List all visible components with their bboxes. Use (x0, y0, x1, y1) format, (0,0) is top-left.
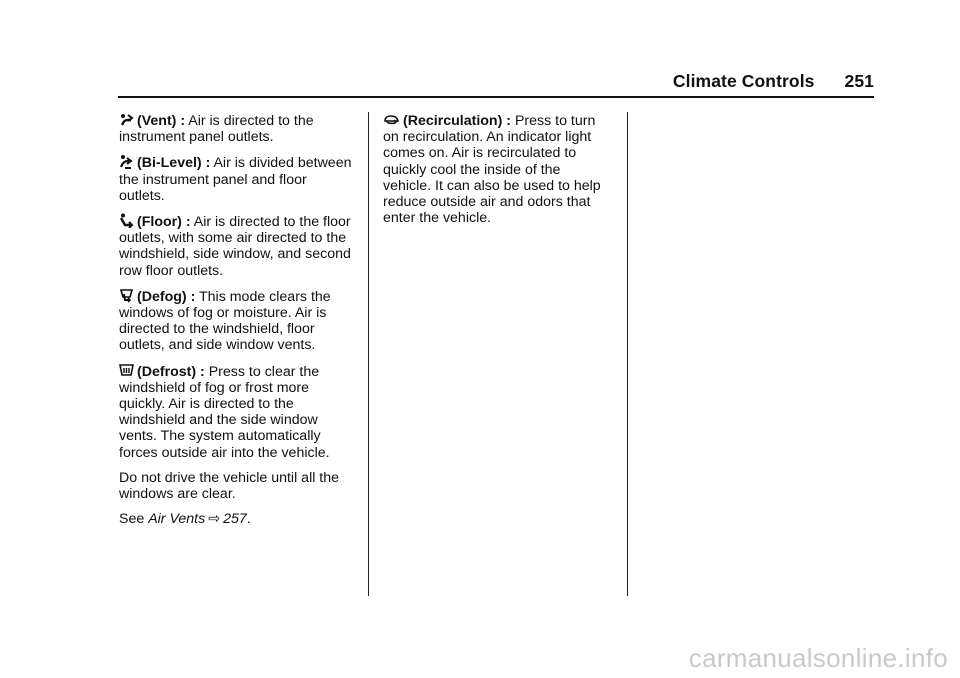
warning-paragraph: Do not drive the vehicle until all the windows are clear. (119, 469, 340, 503)
recirculation-icon (383, 112, 400, 127)
see-reference (119, 511, 355, 527)
middle-column (383, 112, 611, 235)
recirculation-term: (Recirculation) : (403, 113, 511, 129)
left-column (119, 112, 355, 536)
vent-paragraph (119, 112, 355, 145)
floor-paragraph (119, 213, 355, 279)
recirculation-text: Press to turn on recirculation. An indicator light comes on. Air is recirculated to quickly cool the inside of the vehicle. It can also be used to help reduce outside air and odors that enter the vehicle. (383, 113, 601, 227)
recirculation-paragraph (383, 112, 611, 226)
defrost-term: (Defrost) : (137, 363, 205, 380)
defrost-paragraph (119, 363, 355, 461)
see-prefix: See (119, 511, 149, 528)
defog-icon (119, 288, 134, 303)
section-title: Climate Controls (672, 71, 815, 91)
see-suffix: . (246, 511, 251, 528)
column-divider-1 (368, 112, 369, 596)
defrost-text: Press to clear the windshield of fog or frost more quickly. Air is directed to the windshield and the side window vents. The system automatically forces outside air into the vehicle. (119, 363, 330, 461)
vent-text: Air is directed to the instrument panel outlets. (119, 113, 314, 146)
page-header (673, 71, 874, 92)
bi-level-paragraph (119, 154, 355, 204)
defog-term: (Defog) : (137, 288, 196, 305)
page-arrow-icon: ⇨ (208, 511, 221, 528)
defog-paragraph (119, 288, 355, 354)
bi-level-icon (119, 154, 134, 169)
bi-level-term: (Bi-Level) : (137, 155, 211, 172)
watermark: carmanualsonline.info (688, 643, 948, 673)
page-number: 251 (844, 71, 874, 91)
floor-text: Air is directed to the floor outlets, with some air directed to the windshield, side window, and second row floor outlets. (119, 214, 351, 279)
header-rule (118, 96, 874, 98)
column-divider-2 (627, 112, 628, 596)
defrost-icon (119, 363, 134, 378)
floor-term: (Floor) : (137, 214, 191, 231)
vent-icon (119, 112, 134, 127)
defog-text: This mode clears the windows of fog or moisture. Air is directed to the windshield, floor outlets, and side window vents. (119, 288, 331, 354)
floor-icon (119, 213, 134, 228)
bi-level-text: Air is divided between the instrument panel and floor outlets. (119, 155, 352, 204)
air-vents-link[interactable]: Air Vents (148, 511, 206, 528)
reference-page[interactable]: 257 (223, 511, 247, 528)
vent-term: (Vent) : (137, 113, 186, 129)
